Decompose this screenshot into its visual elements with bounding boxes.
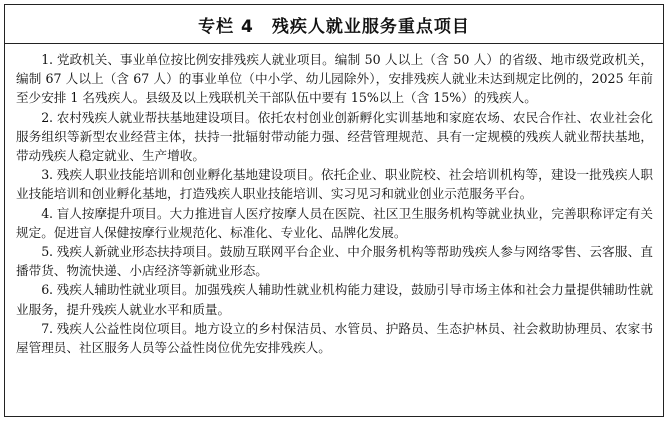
box-content <box>5 44 663 361</box>
project-item-7 <box>16 319 653 357</box>
project-item-4 <box>16 204 653 242</box>
project-heading: 3. 残疾人职业技能培训和创业孵化基地建设项目。 <box>41 167 321 183</box>
project-item-5 <box>16 242 653 280</box>
project-heading: 7. 残疾人公益性岗位项目。 <box>41 320 195 336</box>
project-heading: 5. 残疾人新就业形态扶持项目。 <box>41 244 220 260</box>
project-heading: 4. 盲人按摩提升项目。 <box>41 205 170 221</box>
box-header <box>5 5 663 44</box>
feature-box <box>4 4 664 417</box>
project-body: 加强残疾人辅助性就业机构能力建设，鼓励引导市场主体和社会力量提供辅助性就业服务，提升残疾人就业水平和质量。 <box>16 282 653 317</box>
box-title: 专栏 4 残疾人就业服务重点项目 <box>198 16 470 37</box>
project-body: 大力推进盲人医疗按摩人员在医院、社区卫生服务机构等就业执业，完善职称评定有关规定。促进盲人保健按摩行业规范化、标准化、专业化、品牌化发展。 <box>16 205 654 240</box>
project-body: 依托企业、职业院校、社会培训机构等，建设一批残疾人职业技能培训和创业孵化基地，打造残疾人职业技能培训、实习见习和就业创业示范服务平台。 <box>16 167 653 202</box>
project-heading: 6. 残疾人辅助性就业项目。 <box>41 282 195 298</box>
project-body: 鼓励互联网平台企业、中介服务机构等帮助残疾人参与网络零售、云客服、直播带货、物流快递、小店经济等新就业形态。 <box>16 244 654 279</box>
project-body: 地方设立的乡村保洁员、水管员、护路员、生态护林员、社会救助协理员、农家书屋管理员、社区服务人员等公益性岗位优先安排残疾人。 <box>16 320 653 356</box>
project-body: 编制 50 人以上（含 50 人）的省级、地市级党政机关，编制 67 人以上（含 67 人）的事业单位（中小学、幼儿园除外），安排残疾人就业未达到规定比例的，2025 年前至少安排 1 名残疾人。县级及以上残联机关干部队伍中要有 15%以上（含 15%）的残疾人。 <box>16 52 653 106</box>
project-heading: 1. 党政机关、事业单位按比例安排残疾人就业项目。 <box>41 52 335 67</box>
project-item-3 <box>16 165 653 203</box>
project-item-1 <box>16 50 653 108</box>
project-item-2 <box>16 108 653 166</box>
project-heading: 2. 农村残疾人就业帮扶基地建设项目。 <box>41 109 258 125</box>
project-body: 依托农村创业创新孵化实训基地和家庭农场、农民合作社、农业社会化服务组织等新型农业经营主体，扶持一批辐射带动能力强、经营管理规范、具有一定规模的残疾人就业帮扶基地，带动残疾人稳定就业、生产增收。 <box>16 109 653 164</box>
project-item-6 <box>16 280 653 318</box>
